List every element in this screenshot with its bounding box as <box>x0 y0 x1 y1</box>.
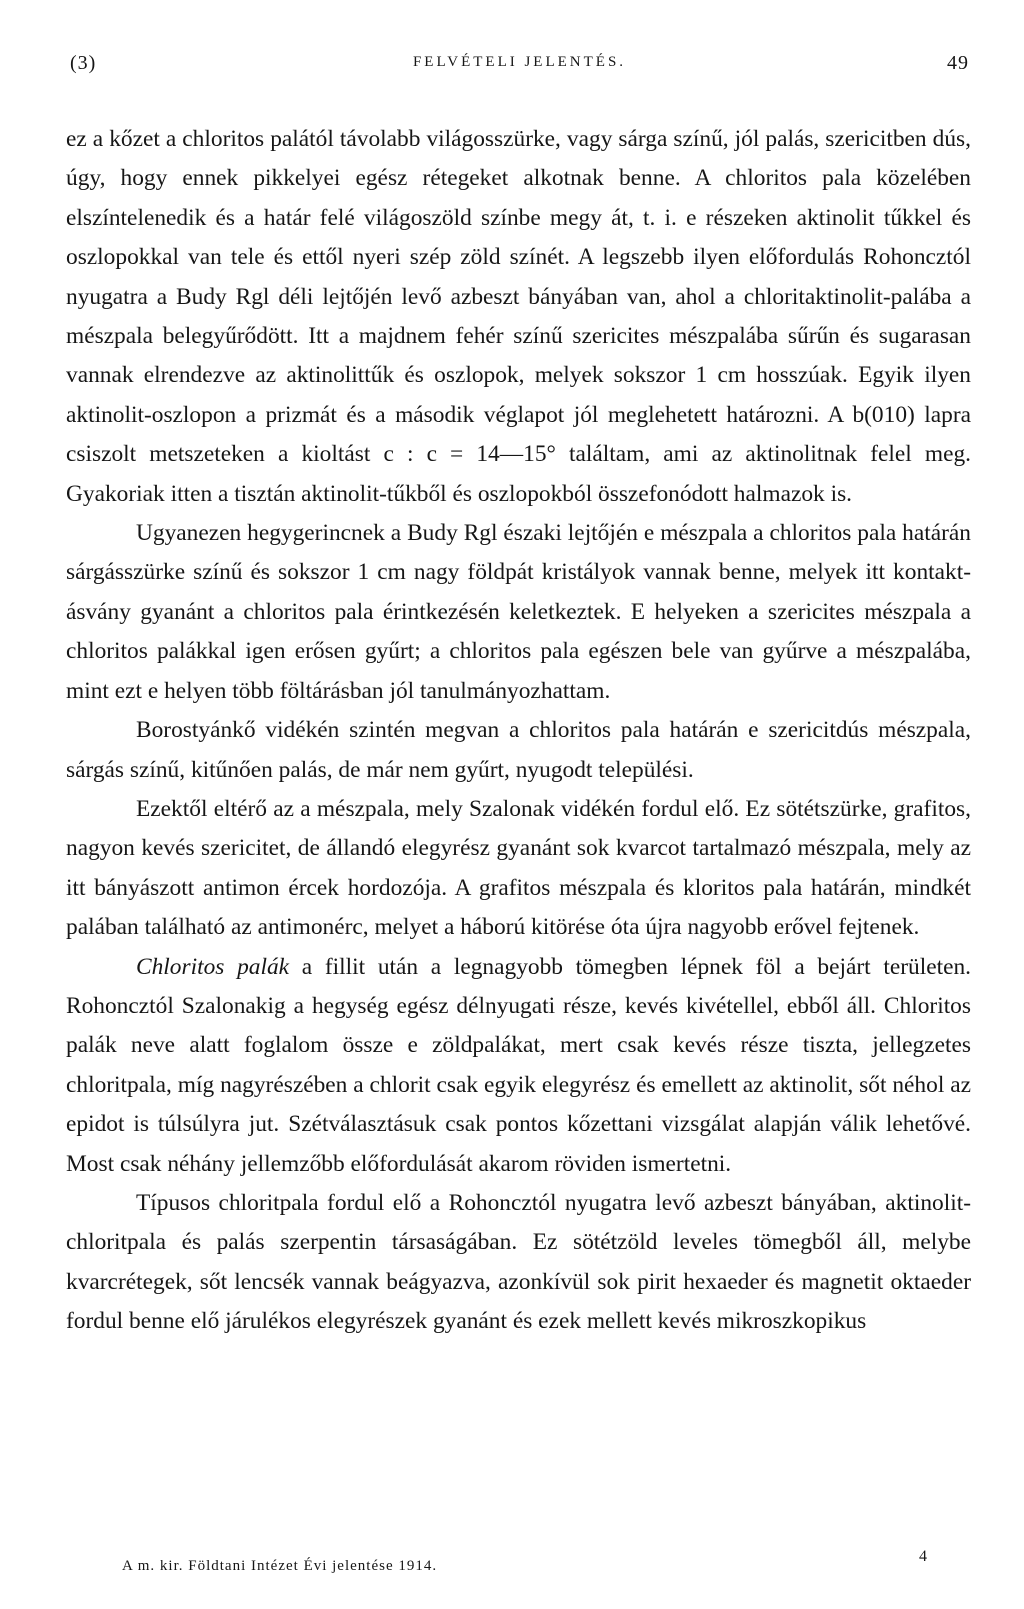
paragraph-text: a fillit után a legnagyobb tömegben lépnek föl a bejárt területen. Rohoncztól Szalonakig a hegység egész délnyugati része, kevés kivétellel, ebből áll. Chloritos palák neve alatt foglalom össze e zöldpalákat, mert csak kevés része tiszta, jellegzetes chloritpala, míg nagyrészében a chlorit csak egyik elegyrész és emellett az aktinolit, sőt néhol az epidot is túlsúlyra jut. Szétválasztásuk csak pontos kőzettani vizsgálat alapján válik lehetővé. Most csak néhány jellemzőbb előfordulását akarom röviden ismertetni. <box>66 953 972 1177</box>
publication-footer: A m. kir. Földtani Intézet Évi jelentése 1914. <box>122 1558 438 1574</box>
signature-mark: 4 <box>919 1548 928 1565</box>
section-number: (3) <box>70 52 97 74</box>
page-footer <box>122 1548 928 1582</box>
paragraph-chloritos-palak <box>66 948 971 1184</box>
body-text <box>66 120 971 1342</box>
paragraph: Borostyánkő vidékén szintén megvan a chloritos pala határán e szericitdús mészpala, sárgás színű, kitűnően palás, de már nem gyűrt, nyugodt települési. <box>66 717 971 783</box>
page-header <box>70 52 969 80</box>
paragraph: Típusos chloritpala fordul elő a Rohoncztól nyugatra levő azbeszt bányában, aktinolit-chloritpala és palás szerpentin társaságában. Ez sötétzöld leveles tömegből áll, melybe kvarcrétegek, sőt lencsék vannak beágyazva, azonkívül sok pirit hexaeder és magnetit oktaeder fordul benne elő járulékos elegyrészek gyanánt és ezek mellett kevés mikroszkopikus <box>66 1189 971 1335</box>
paragraph: ez a kőzet a chloritos palától távolabb világosszürke, vagy sárga színű, jól palás, szericitben dús, úgy, hogy ennek pikkelyei egész rétegeket alkotnak benne. A chloritos pala közelében elszíntelenedik és a határ felé világoszöld színbe megy át, t. i. e részeken aktinolit tűkkel és oszlopokkal van tele és ettől nyeri szép zöld színét. A legszebb ilyen előfordulás Rohoncztól nyugatra a Budy Rgl déli lejtőjén levő azbeszt bányában van, ahol a chloritaktinolit-palába a mészpala belegyűrődött. Itt a majdnem fehér színű szericites mészpalába sűrűn és sugarasan vannak elrendezve az aktinolittűk és oszlopok, melyek sokszor 1 cm hosszúak. Egyik ilyen aktinolit-oszlopon a prizmát és a második véglapot jól meglehetett határozni. A b(010) lapra csiszolt metszeteken a kioltást c : c = 14—15° találtam, ami az aktinolitnak felel meg. Gyakoriak itten a tisztán aktinolit-tűkből és oszlopokból összefonódott halmazok is. <box>66 126 971 507</box>
paragraph: Ugyanezen hegygerincnek a Budy Rgl északi lejtőjén e mészpala a chloritos pala határán sárgásszürke színű és sokszor 1 cm nagy földpát kristályok vannak benne, melyek itt kontakt-ásvány gyanánt a chloritos pala érintkezésén keletkeztek. E helyeken a szericites mészpala a chloritos palákkal igen erősen gyűrt; a chloritos pala egészen bele van gyűrve a mészpalába, mint ezt e helyen több föltárásban jól tanulmányozhattam. <box>66 520 971 704</box>
paragraph: Ezektől eltérő az a mészpala, mely Szalonak vidékén fordul elő. Ez sötétszürke, grafitos, nagyon kevés szericitet, de állandó elegyrész gyanánt sok kvarcot tartalmazó mészpala, mely az itt bányászott antimon ércek hordozója. A grafitos mészpala és kloritos pala határán, mindkét palában található az antimonérc, melyet a háború kitörése óta újra nagyobb erővel fejtenek. <box>66 795 971 941</box>
running-title: FELVÉTELI JELENTÉS. <box>412 54 627 70</box>
italic-heading: Chloritos palák <box>136 953 290 980</box>
page-number: 49 <box>947 52 969 74</box>
